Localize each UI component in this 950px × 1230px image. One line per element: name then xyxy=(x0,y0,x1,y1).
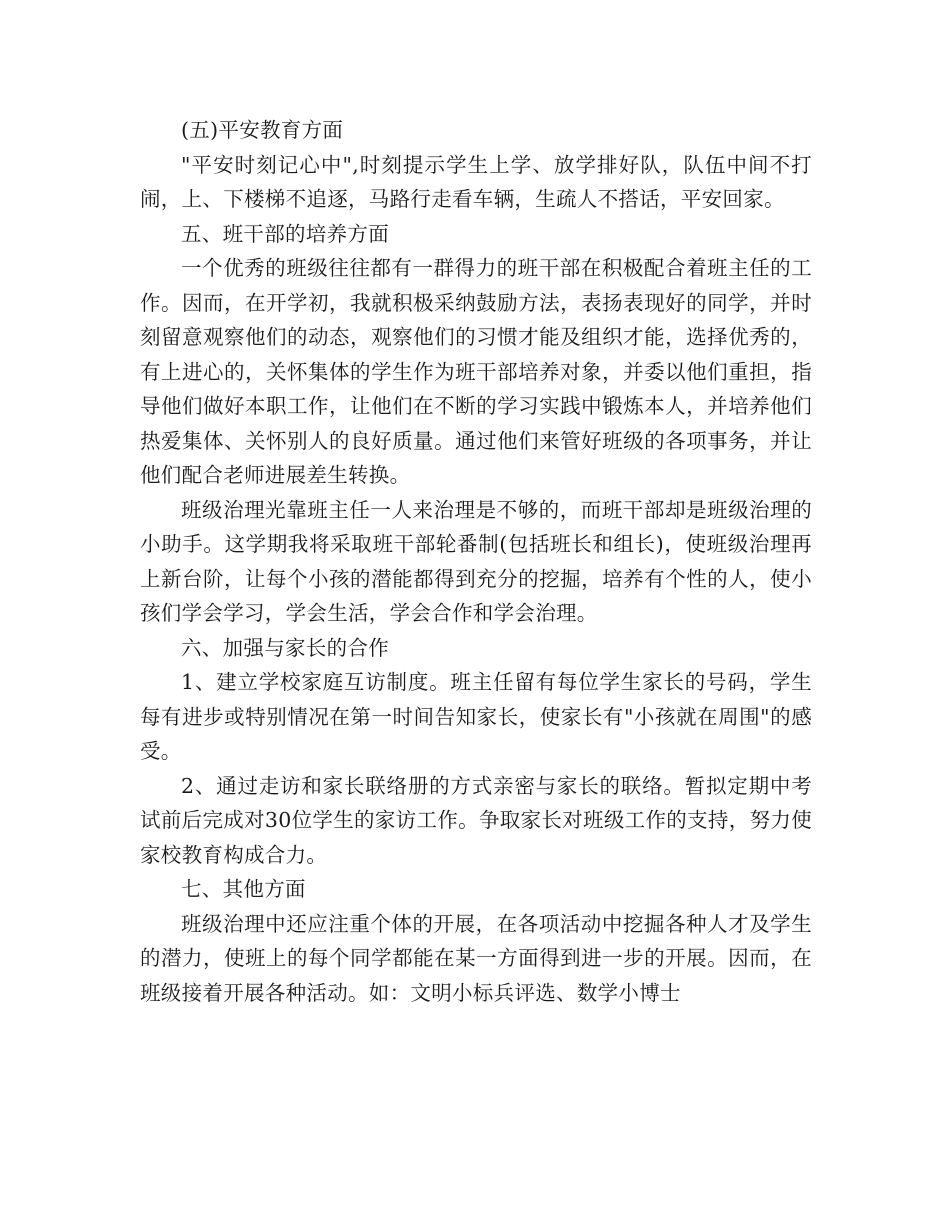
paragraph-class-cadre-training: 一个优秀的班级往往都有一群得力的班干部在积极配合着班主任的工作。因而，在开学初，我就积极采纳鼓励方法，表扬表现好的同学，并时刻留意观察他们的动态，观察他们的习惯才能及组织才能，选择优秀的，有上进心的，关怀集体的学生作为班干部培养对象，并委以他们重担，指导他们做好本职工作，让他们在不断的学习实践中锻炼本人，并培养他们热爱集体、关怀别人的良好质量。通过他们来管好班级的各项事务，并让他们配合老师进展差生转换。 xyxy=(140,256,812,487)
heading-other-aspects: 七、其他方面 xyxy=(181,877,306,901)
paragraph-class-management: 班级治理光靠班主任一人来治理是不够的，而班干部却是班级治理的小助手。这学期我将采取班干部轮番制(包括班长和组长)，使班级治理再上新台阶，让每个小孩的潜能都得到充分的挖掘，培养有个性的人，使小孩们学会学习，学会生活，学会合作和学会治理。 xyxy=(140,497,812,625)
document-page xyxy=(140,113,812,1010)
paragraph-safety-rules: "平安时刻记心中",时刻提示学生上学、放学排好队，队伍中间不打闹，上、下楼梯不追逐，马路行走看车辆，生疏人不搭话，平安回家。 xyxy=(140,152,812,211)
paragraph-home-visit-system: 1、建立学校家庭互访制度。班主任留有每位学生家长的号码，学生每有进步或特别情况在第一时间告知家长，使家长有"小孩就在周围"的感受。 xyxy=(140,670,812,763)
heading-parent-cooperation: 六、加强与家长的合作 xyxy=(181,635,389,660)
heading-class-cadre: 五、班干部的培养方面 xyxy=(181,221,389,246)
paragraph-individual-development: 班级治理中还应注重个体的开展，在各项活动中挖掘各种人才及学生的潜力，使班上的每个同学都能在某一方面得到进一步的开展。因而，在班级接着开展各种活动。如：文明小标兵评选、数学小博士 xyxy=(140,911,812,1005)
heading-safety-education: (五)平安教育方面 xyxy=(181,118,344,142)
paragraph-parent-contact: 2、通过走访和家长联络册的方式亲密与家长的联络。暂拟定期中考试前后完成对30位学生的家访工作。争取家长对班级工作的支持，努力使家校教育构成合力。 xyxy=(140,773,812,867)
